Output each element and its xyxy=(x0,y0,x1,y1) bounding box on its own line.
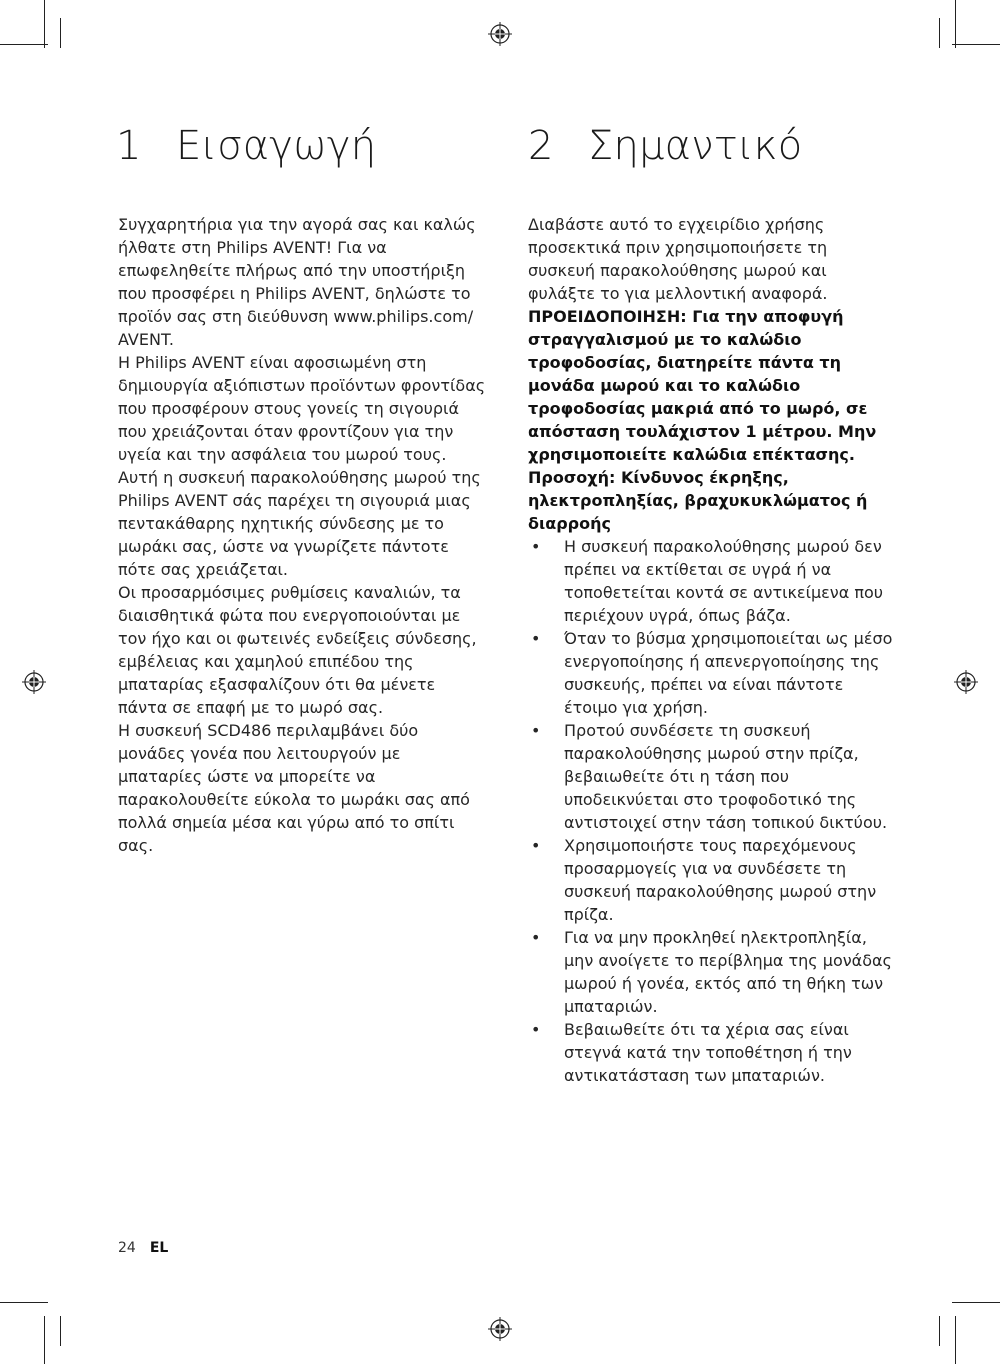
safety-list xyxy=(528,535,898,1087)
section-1-number: 1 xyxy=(116,123,142,169)
section-1-paragraph: Συγχαρητήρια για την αγορά σας και καλώς ήλθατε στη Philips AVENT! Για να επωφεληθείτε πλήρως από την υποστήριξη που προσφέρει η Philips AVENT, δηλώστε το προϊόν σας στη διεύθυνση www.philips.com/ AVENT. xyxy=(118,215,476,349)
section-1-title-text: Εισαγωγή xyxy=(176,123,377,169)
list-item-text: Όταν το βύσμα χρησιμοποιείται ως μέσο ενεργοποίησης ή απενεργοποίησης της συσκευής, πρέπει να είναι πάντοτε έτοιμο για χρήση. xyxy=(564,629,893,717)
registration-mark-icon xyxy=(22,670,46,694)
bullet: • xyxy=(531,721,541,740)
list-item xyxy=(528,834,898,926)
list-item xyxy=(528,1018,898,1087)
list-item-text: Η συσκευή παρακολούθησης μωρού δεν πρέπει να εκτίθεται σε υγρά ή να τοποθετείται κοντά σε αντικείμενα που περιέχουν υγρά, όπως βάζα. xyxy=(564,537,884,625)
bullet: • xyxy=(531,629,541,648)
registration-mark-icon xyxy=(488,22,512,46)
registration-mark-icon xyxy=(488,1317,512,1341)
list-item xyxy=(528,719,898,834)
section-2-body xyxy=(528,213,898,1087)
registration-mark-icon xyxy=(954,670,978,694)
list-item xyxy=(528,926,898,1018)
page-number: 24 xyxy=(118,1240,136,1256)
warning-text: ΠΡΟΕΙΔΟΠΟΙΗΣΗ: Για την αποφυγή στραγγαλισμού με το καλώδιο τροφοδοσίας, διατηρείτε πάντα τη μονάδα μωρού και το καλώδιο τροφοδοσίας μακριά από το μωρό, σε απόσταση τουλάχιστον 1 μέτρου. Μην χρησιμοποιείτε καλώδια επέκτασης. xyxy=(528,307,877,464)
list-item-text: Βεβαιωθείτε ότι τα χέρια σας είναι στεγνά κατά την τοποθέτηση ή την αντικατάσταση των μπαταριών. xyxy=(564,1020,852,1085)
list-item-text: Χρησιμοποιήστε τους παρεχόμενους προσαρμογείς για να συνδέσετε τη συσκευή παρακολούθησης μωρού στην πρίζα. xyxy=(564,836,877,924)
bullet: • xyxy=(531,1020,541,1039)
list-item xyxy=(528,627,898,719)
section-1-title xyxy=(116,122,376,170)
bullet: • xyxy=(531,537,541,556)
page-footer xyxy=(118,1238,168,1258)
section-1-paragraph: Η συσκευή SCD486 περιλαμβάνει δύο μονάδες γονέα που λειτουργούν με μπαταρίες ώστε να μπορείτε να παρακολουθείτε εύκολα το μωράκι σας από πολλά σημεία μέσα και γύρω από το σπίτι σας. xyxy=(118,721,470,855)
bullet: • xyxy=(531,928,541,947)
list-item-text: Προτού συνδέσετε τη συσκευή παρακολούθησης μωρού στην πρίζα, βεβαιωθείτε ότι η τάση που υποδεικνύεται στο τροφοδοτικό της αντιστοιχεί στην τάση τοπικού δικτύου. xyxy=(564,721,888,832)
section-2-number: 2 xyxy=(528,123,554,169)
caution-text: Προσοχή: Κίνδυνος έκρηξης, ηλεκτροπληξίας, βραχυκυκλώματος ή διαρροής xyxy=(528,468,868,533)
language-code: EL xyxy=(149,1240,169,1256)
list-item xyxy=(528,535,898,627)
section-1-paragraph: Οι προσαρμόσιμες ρυθμίσεις καναλιών, τα διαισθητικά φώτα που ενεργοποιούνται με τον ήχο και οι φωτεινές ενδείξεις σύνδεσης, εμβέλειας και χαμηλού επιπέδου της μπαταρίας εξασφαλίζουν ότι θα μένετε πάντα σε επαφή με το μωρό σας. xyxy=(118,583,477,717)
section-2-intro: Διαβάστε αυτό το εγχειρίδιο χρήσης προσεκτικά πριν χρησιμοποιήσετε τη συσκευή παρακολούθησης μωρού και φυλάξτε το για μελλοντική αναφορά. xyxy=(528,215,828,303)
section-1-paragraph: Η Philips AVENT είναι αφοσιωμένη στη δημιουργία αξιόπιστων προϊόντων φροντίδας που προσφέρουν στους γονείς τη σιγουριά που χρειάζονται όταν φροντίζουν για την υγεία και την ασφάλεια του μωρού τους. Αυτή η συσκευή παρακολούθησης μωρού της Philips AVENT σάς παρέχει τη σιγουριά μιας πεντακάθαρης ηχητικής σύνδεσης με το μωράκι σας, ώστε να γνωρίζετε πάντοτε πότε σας χρειάζεται. xyxy=(118,353,486,579)
bullet: • xyxy=(531,836,541,855)
section-2-title xyxy=(528,122,802,170)
section-1-body xyxy=(118,213,488,857)
list-item-text: Για να μην προκληθεί ηλεκτροπληξία, μην ανοίγετε το περίβλημα της μονάδας μωρού ή γονέα, εκτός από τη θήκη των μπαταριών. xyxy=(564,928,892,1016)
section-2-title-text: Σημαντικό xyxy=(588,123,803,169)
